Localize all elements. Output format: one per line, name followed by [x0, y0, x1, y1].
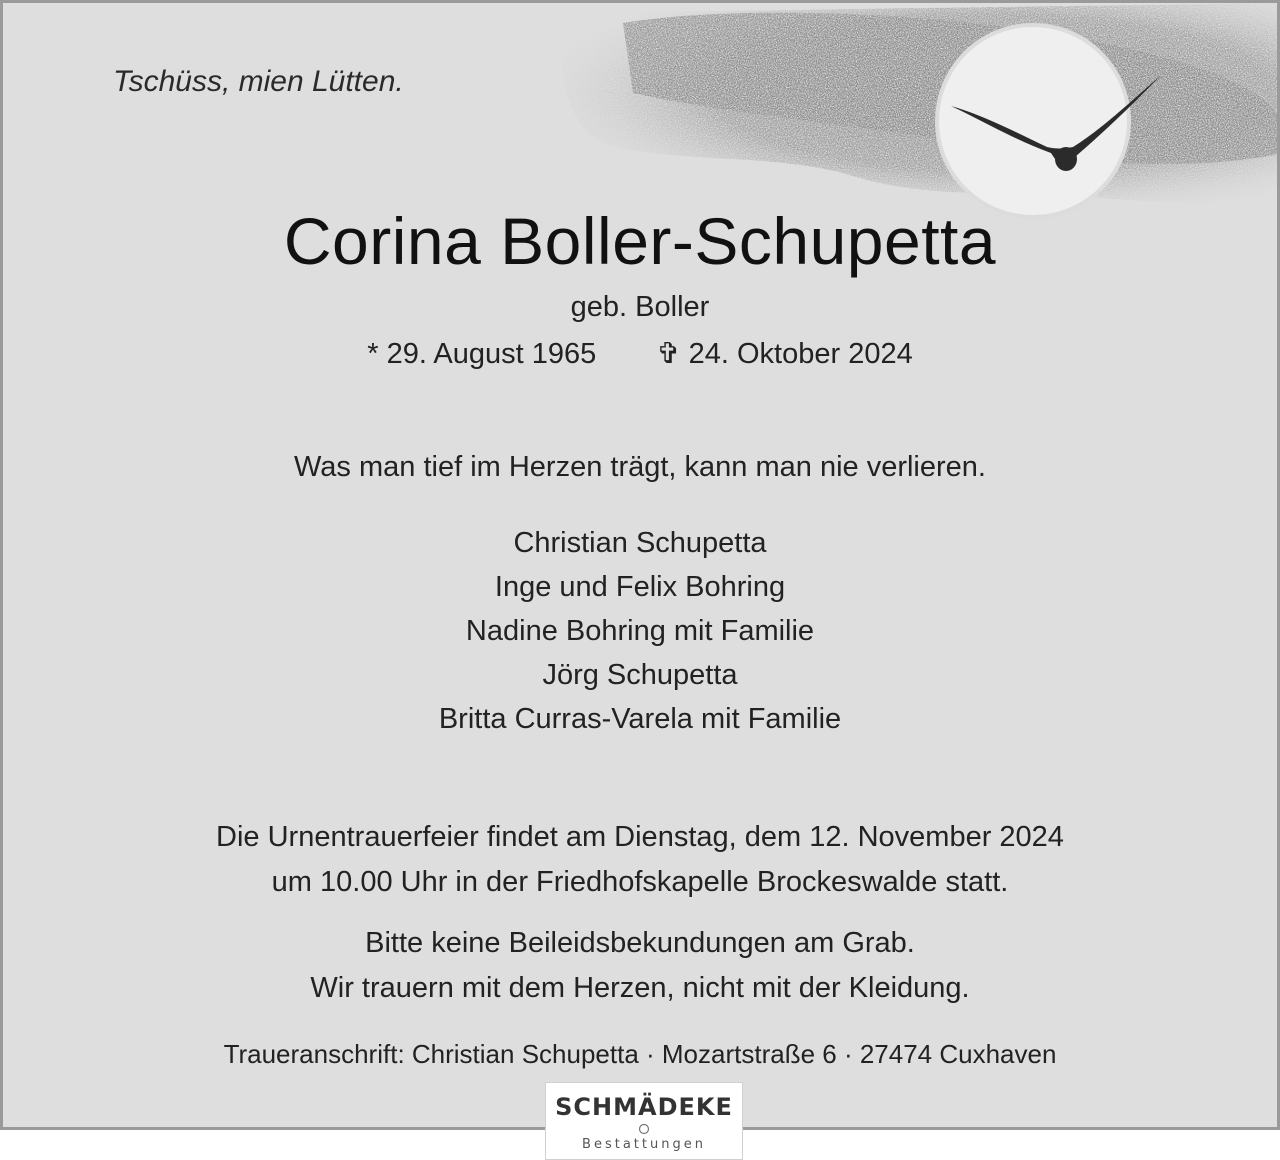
mourner: Christian Schupetta	[513, 527, 767, 559]
life-dates	[3, 336, 1277, 371]
funeral-home-subtitle: Bestattungen	[582, 1137, 706, 1152]
birth-date: * 29. August 1965	[367, 338, 597, 370]
ceremony-line: um 10.00 Uhr in der Friedhofskapelle Brockeswalde statt.	[271, 866, 1009, 898]
logo-ring-icon	[638, 1123, 650, 1135]
funeral-home-name: SCHMÄDEKE	[555, 1093, 733, 1121]
family-request	[3, 921, 1277, 1011]
mourner: Inge und Felix Bohring	[494, 571, 786, 603]
mourners-list	[3, 521, 1277, 741]
mourner: Britta Curras-Varela mit Familie	[438, 703, 842, 735]
funeral-home-logo	[545, 1082, 743, 1160]
memorial-quote: Was man tief im Herzen trägt, kann man nie verlieren.	[294, 451, 986, 483]
birth-name: geb. Boller	[570, 291, 710, 323]
mourner: Jörg Schupetta	[542, 659, 738, 691]
cloud-texture	[563, 3, 1280, 203]
ceremony-line: Die Urnentrauerfeier findet am Dienstag, dem 12. November 2024	[216, 821, 1064, 853]
deceased-name: Corina Boller-Schupetta	[283, 204, 997, 278]
farewell-line: Tschüss, mien Lütten.	[113, 65, 404, 98]
request-line: Wir trauern mit dem Herzen, nicht mit der Kleidung.	[310, 972, 970, 1004]
mourning-address: Traueranschrift: Christian Schupetta · Mozartstraße 6 · 27474 Cuxhaven	[223, 1039, 1057, 1069]
death-date: 24. Oktober 2024	[688, 338, 913, 370]
mourner: Nadine Bohring mit Familie	[465, 615, 815, 647]
request-line: Bitte keine Beileidsbekundungen am Grab.	[365, 927, 915, 959]
ceremony-info	[3, 815, 1277, 905]
cross-icon: ✞	[656, 338, 681, 370]
